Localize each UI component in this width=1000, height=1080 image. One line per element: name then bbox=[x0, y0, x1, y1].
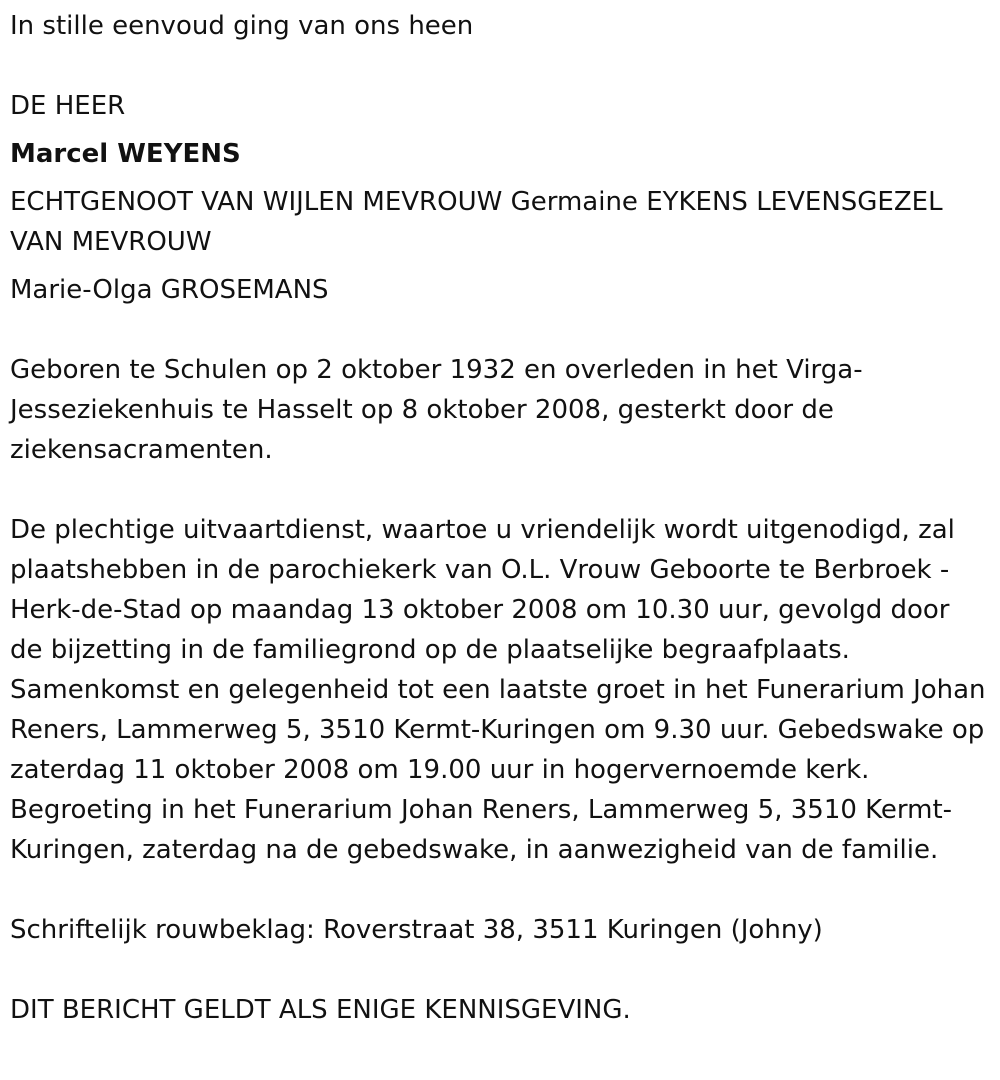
deceased-name: Marcel WEYENS bbox=[10, 139, 241, 169]
funeral-service-paragraph: De plechtige uitvaartdienst, waartoe u vriendelijk wordt uitgenodigd, zal plaatshebben in de parochiekerk van O.L. Vrouw Geboorte te Berbroek - Herk-de-Stad op maandag 13 oktober 2008 om 10.30 uur, gevolgd door de bijzetting in de familiegrond op de plaatselijke begraafplaats. Samenkomst en gelegenheid tot een laatste groet in het Funerarium Johan Reners, Lammerweg 5, 3510 Kermt-Kuringen om 9.30 uur. Gebedswake op zaterdag 11 oktober 2008 om 19.00 uur in hogervernoemde kerk. Begroeting in het Funerarium Johan Reners, Lammerweg 5, 3510 Kermt-Kuringen, zaterdag na de gebedswake, in aanwezigheid van de familie. bbox=[10, 515, 986, 865]
birth-death-paragraph: Geboren te Schulen op 2 oktober 1932 en overleden in het Virga-Jesseziekenhuis te Hasselt op 8 oktober 2008, gesterkt door de ziekensacramenten. bbox=[10, 355, 863, 465]
relation-line: ECHTGENOOT VAN WIJLEN MEVROUW Germaine EYKENS LEVENSGEZEL VAN MEVROUW bbox=[10, 187, 943, 257]
condolence-address: Schriftelijk rouwbeklag: Roverstraat 38, 3511 Kuringen (Johny) bbox=[10, 915, 823, 945]
opening-line: In stille eenvoud ging van ons heen bbox=[10, 11, 474, 41]
honorific-title: DE HEER bbox=[10, 91, 126, 121]
partner-name: Marie-Olga GROSEMANS bbox=[10, 275, 329, 305]
closing-statement: DIT BERICHT GELDT ALS ENIGE KENNISGEVING. bbox=[10, 995, 631, 1025]
